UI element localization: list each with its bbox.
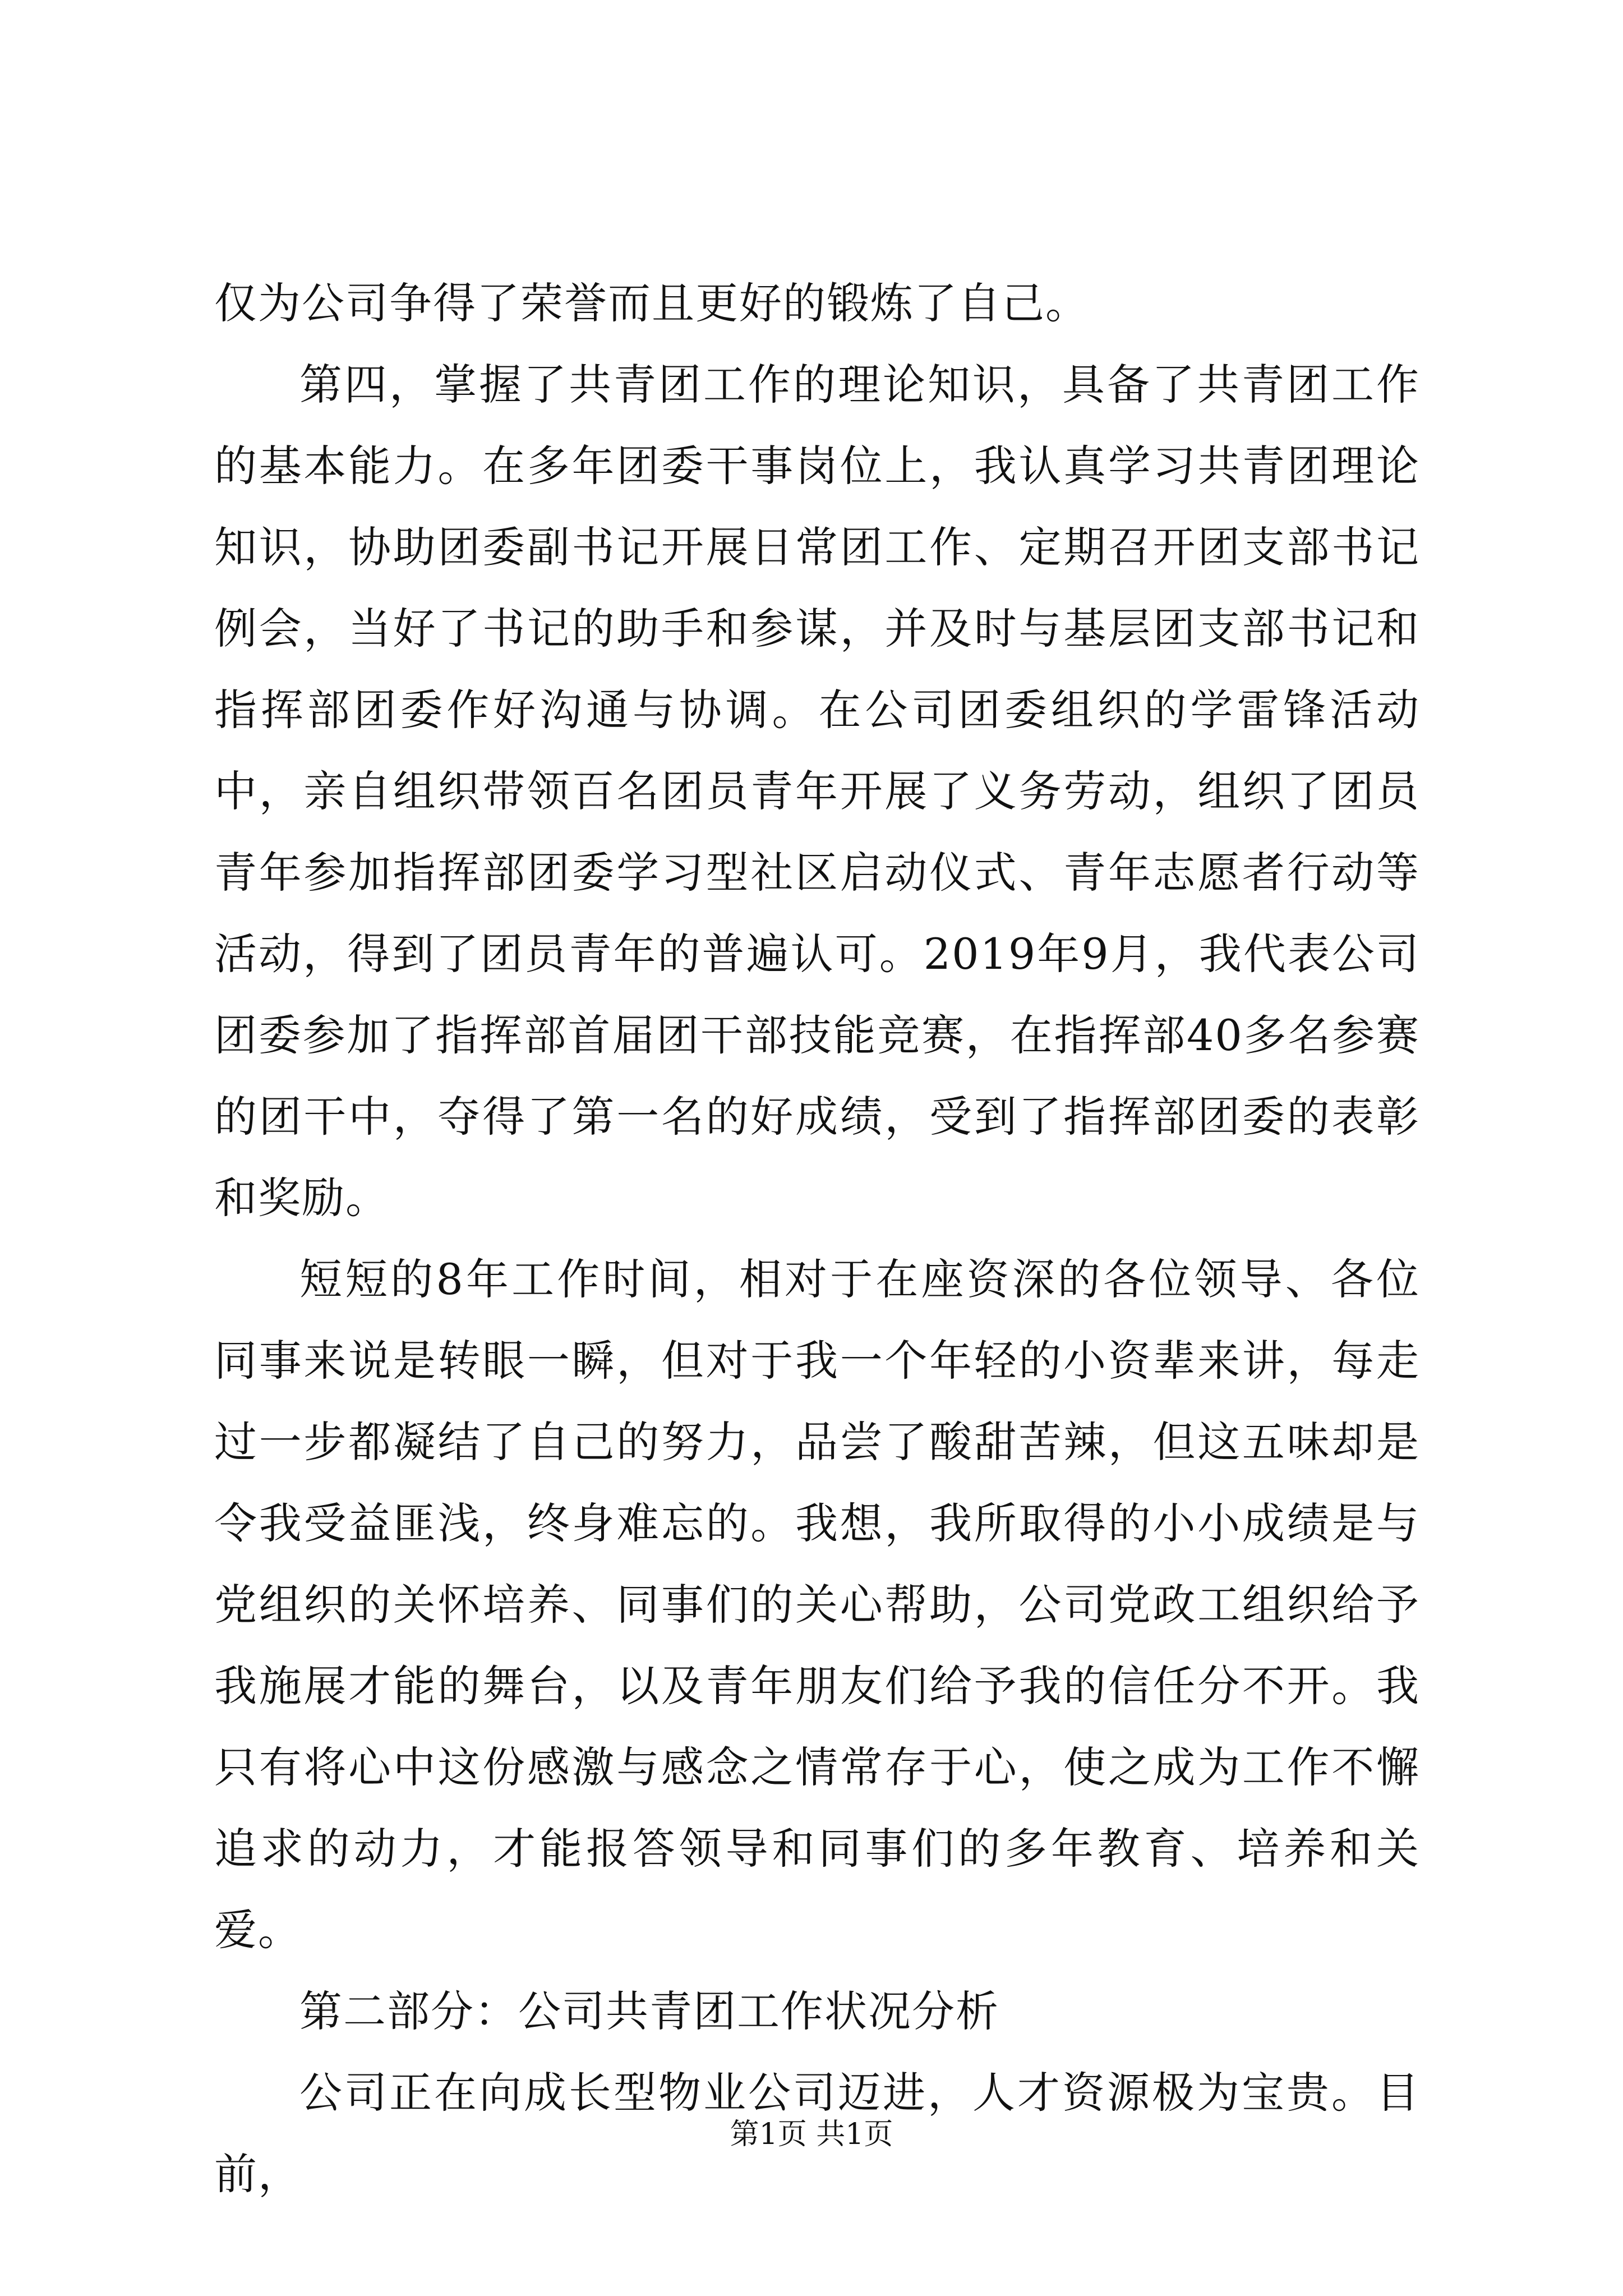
- page-footer: 第1页 共1页: [730, 2118, 893, 2151]
- section-heading: 第二部分：公司共青团工作状况分析: [299, 1986, 999, 2036]
- paragraph-3: 短短的8年工作时间，相对于在座资深的各位领导、各位同事来说是转眼一瞬，但对于我一个年轻的小资辈来讲，每走过一步都凝结了自己的努力，品尝了酸甜苦辣，但这五味却是令我受益匪浅，终身难忘的。我想，我所取得的小小成绩是与党组织的关怀培养、同事们的关心帮助，公司党政工组织给予我施展才能的舞台，以及青年朋友们给予我的信任分不开。我只有将心中这份感激与感念之情常存于心，使之成为工作不懈追求的动力，才能报答领导和同事们的多年教育、培养和关爱。: [214, 1254, 1420, 1955]
- document-body: [214, 263, 1420, 2215]
- paragraph-1: 仅为公司争得了荣誉而且更好的锻炼了自己。: [214, 278, 1089, 328]
- paragraph-4: 公司正在向成长型物业公司迈进，人才资源极为宝贵。目前，: [214, 2068, 1420, 2199]
- paragraph-2: 第四，掌握了共青团工作的理论知识，具备了共青团工作的基本能力。在多年团委干事岗位上，我认真学习共青团理论知识，协助团委副书记开展日常团工作、定期召开团支部书记例会，当好了书记的助手和参谋，并及时与基层团支部书记和指挥部团委作好沟通与协调。在公司团委组织的学雷锋活动中，亲自组织带领百名团员青年开展了义务劳动，组织了团员青年参加指挥部团委学习型社区启动仪式、青年志愿者行动等活动，得到了团员青年的普遍认可。2019年9月，我代表公司团委参加了指挥部首届团干部技能竞赛，在指挥部40多名参赛的团干中，夺得了第一名的好成绩，受到了指挥部团委的表彰和奖励。: [214, 360, 1420, 1223]
